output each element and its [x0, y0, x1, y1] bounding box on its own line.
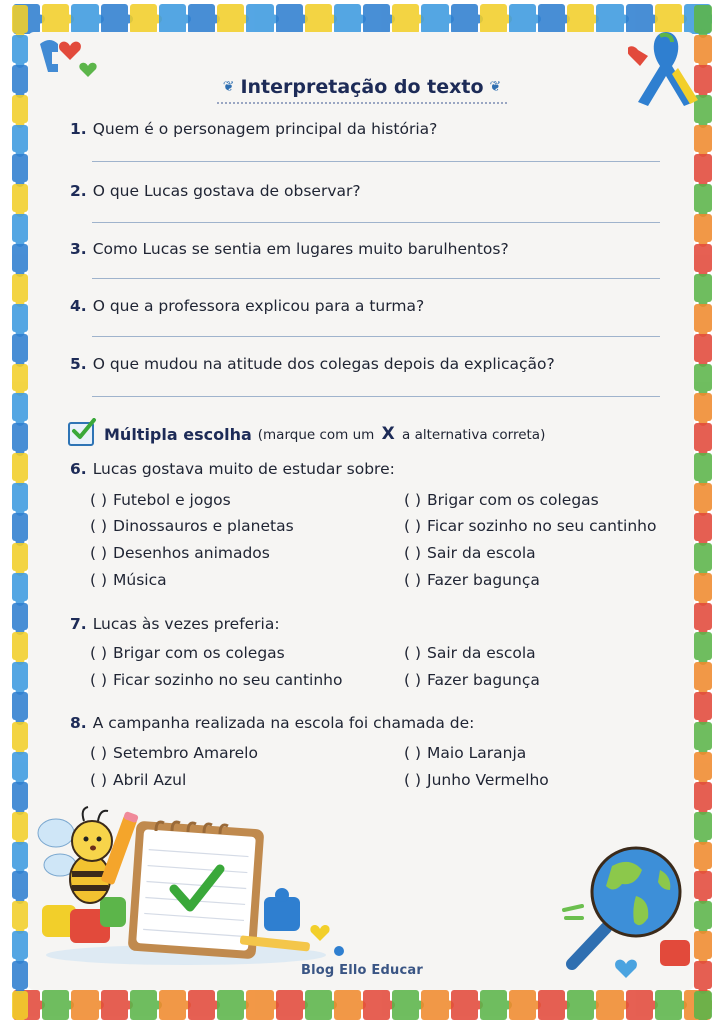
- question-5: [70, 355, 555, 373]
- puzzle-piece: [12, 722, 28, 750]
- answer-line-2[interactable]: [92, 222, 660, 223]
- puzzle-piece: [392, 4, 419, 34]
- puzzle-piece: [42, 990, 69, 1020]
- puzzle-piece: [694, 543, 712, 571]
- puzzle-piece: [12, 901, 28, 929]
- answer-blank[interactable]: ( ): [404, 571, 422, 589]
- puzzle-border-bottom: [12, 990, 712, 1020]
- puzzle-piece: [12, 931, 28, 959]
- question-number: 6.: [70, 460, 87, 478]
- multiple-choice-header: [68, 422, 545, 446]
- option-label: Brigar com os colegas: [427, 491, 599, 509]
- puzzle-piece: [694, 662, 712, 690]
- puzzle-piece: [694, 931, 712, 959]
- option-label: Sair da escola: [427, 544, 536, 562]
- answer-blank[interactable]: ( ): [404, 744, 422, 762]
- option-7-b[interactable]: [90, 671, 342, 689]
- puzzle-piece: [159, 4, 186, 34]
- puzzle-piece: [694, 513, 712, 541]
- puzzle-piece: [694, 364, 712, 392]
- option-label: Ficar sozinho no seu cantinho: [427, 517, 657, 535]
- puzzle-piece: [694, 304, 712, 332]
- puzzle-piece: [694, 154, 712, 182]
- option-label: Fazer bagunça: [427, 671, 540, 689]
- answer-blank[interactable]: ( ): [90, 671, 108, 689]
- puzzle-piece: [694, 782, 712, 810]
- answer-line-4[interactable]: [92, 336, 660, 337]
- question-4: [70, 297, 424, 315]
- option-6-a[interactable]: [90, 491, 231, 509]
- answer-blank[interactable]: ( ): [90, 491, 108, 509]
- puzzle-piece: [694, 423, 712, 451]
- puzzle-piece: [130, 4, 157, 34]
- question-number: 4.: [70, 297, 87, 315]
- puzzle-piece: [101, 990, 128, 1020]
- instruction-text: a alternativa correta): [402, 427, 546, 443]
- question-text: Quem é o personagem principal da história?: [92, 120, 438, 138]
- option-label: Abril Azul: [113, 771, 187, 789]
- puzzle-border-top: [12, 4, 712, 34]
- option-6-d[interactable]: [90, 571, 167, 589]
- puzzle-piece: [12, 364, 28, 392]
- puzzle-piece: [694, 901, 712, 929]
- question-text: Como Lucas se sentia em lugares muito barulhentos?: [92, 240, 509, 258]
- puzzle-piece: [538, 4, 565, 34]
- puzzle-piece: [12, 692, 28, 720]
- option-label: Música: [113, 571, 167, 589]
- puzzle-piece: [694, 483, 712, 511]
- option-label: Sair da escola: [427, 644, 536, 662]
- question-text: A campanha realizada na escola foi chamada de:: [92, 714, 475, 732]
- puzzle-piece: [276, 4, 303, 34]
- question-8: [70, 714, 474, 732]
- option-7-d[interactable]: [404, 671, 540, 689]
- option-6-b[interactable]: [90, 517, 294, 535]
- puzzle-piece: [480, 4, 507, 34]
- puzzle-piece: [480, 990, 507, 1020]
- answer-line-5[interactable]: [92, 396, 660, 397]
- puzzle-piece: [12, 244, 28, 272]
- answer-blank[interactable]: ( ): [404, 491, 422, 509]
- puzzle-piece: [217, 4, 244, 34]
- question-number: 2.: [70, 182, 87, 200]
- option-7-c[interactable]: [404, 644, 536, 662]
- puzzle-piece: [12, 662, 28, 690]
- answer-blank[interactable]: ( ): [404, 644, 422, 662]
- instruction-text: (marque com um: [257, 427, 375, 443]
- question-number: 3.: [70, 240, 87, 258]
- question-number: 7.: [70, 615, 87, 633]
- puzzle-piece: [363, 4, 390, 34]
- puzzle-piece: [392, 990, 419, 1020]
- question-number: 8.: [70, 714, 87, 732]
- puzzle-piece: [694, 842, 712, 870]
- option-label: Junho Vermelho: [427, 771, 549, 789]
- puzzle-piece: [71, 990, 98, 1020]
- puzzle-piece: [694, 214, 712, 242]
- puzzle-piece: [12, 513, 28, 541]
- puzzle-piece: [246, 990, 273, 1020]
- x-mark: X: [381, 424, 395, 444]
- answer-blank[interactable]: ( ): [90, 644, 108, 662]
- puzzle-piece: [276, 990, 303, 1020]
- puzzle-piece: [12, 752, 28, 780]
- puzzle-piece: [246, 4, 273, 34]
- section-title: Múltipla escolha: [104, 424, 252, 444]
- puzzle-piece: [363, 990, 390, 1020]
- puzzle-piece: [12, 812, 28, 840]
- puzzle-piece: [12, 603, 28, 631]
- puzzle-piece: [12, 632, 28, 660]
- option-6-c[interactable]: [90, 544, 270, 562]
- option-8-b[interactable]: [90, 771, 186, 789]
- puzzle-border-left: [12, 4, 28, 1020]
- question-7: [70, 615, 280, 633]
- puzzle-piece: [12, 842, 28, 870]
- answer-line-1[interactable]: [92, 161, 660, 162]
- puzzle-piece: [12, 991, 28, 1019]
- option-label: Futebol e jogos: [113, 491, 231, 509]
- puzzle-piece: [12, 5, 28, 33]
- puzzle-piece: [694, 632, 712, 660]
- puzzle-piece: [12, 453, 28, 481]
- puzzle-piece: [12, 483, 28, 511]
- puzzle-piece: [12, 214, 28, 242]
- puzzle-piece: [188, 990, 215, 1020]
- puzzle-piece: [694, 125, 712, 153]
- answer-blank[interactable]: ( ): [404, 517, 422, 535]
- puzzle-piece: [694, 274, 712, 302]
- question-2: [70, 182, 361, 200]
- question-number: 1.: [70, 120, 87, 138]
- question-text: O que Lucas gostava de observar?: [92, 182, 361, 200]
- question-text: O que a professora explicou para a turma?: [92, 297, 425, 315]
- page-title-text: Interpretação do texto: [240, 76, 484, 98]
- option-8-d[interactable]: [404, 771, 549, 789]
- puzzle-piece: [694, 334, 712, 362]
- leaf-icon: ❦: [489, 79, 502, 95]
- puzzle-piece: [694, 722, 712, 750]
- puzzle-piece: [12, 184, 28, 212]
- puzzle-piece: [12, 334, 28, 362]
- puzzle-piece: [596, 4, 623, 34]
- option-label: Fazer bagunça: [427, 571, 540, 589]
- puzzle-piece: [451, 4, 478, 34]
- puzzle-piece: [12, 871, 28, 899]
- option-label: Brigar com os colegas: [113, 644, 285, 662]
- answer-blank[interactable]: ( ): [90, 544, 108, 562]
- option-label: Dinossauros e planetas: [113, 517, 294, 535]
- puzzle-piece: [694, 812, 712, 840]
- puzzle-piece: [334, 4, 361, 34]
- puzzle-piece: [421, 990, 448, 1020]
- globe-magnifier-icon: [556, 840, 696, 980]
- puzzle-piece: [12, 782, 28, 810]
- puzzle-piece: [305, 4, 332, 34]
- puzzle-piece: [694, 184, 712, 212]
- section-instructions: [258, 424, 546, 444]
- puzzle-piece: [451, 990, 478, 1020]
- puzzle-piece: [538, 990, 565, 1020]
- answer-line-3[interactable]: [92, 278, 660, 279]
- puzzle-piece: [159, 990, 186, 1020]
- question-number: 5.: [70, 355, 87, 373]
- answer-blank[interactable]: ( ): [90, 571, 108, 589]
- question-1: [70, 120, 437, 138]
- puzzle-piece: [12, 543, 28, 571]
- bee-with-pencil-notepad-check-icon: [36, 805, 346, 965]
- puzzle-piece: [694, 393, 712, 421]
- option-label: Maio Laranja: [427, 744, 527, 762]
- answer-blank[interactable]: ( ): [90, 517, 108, 535]
- puzzle-piece: [694, 453, 712, 481]
- puzzle-piece: [421, 4, 448, 34]
- puzzle-piece: [694, 244, 712, 272]
- option-6-h[interactable]: [404, 571, 540, 589]
- answer-blank[interactable]: ( ): [404, 771, 422, 789]
- puzzle-piece: [694, 871, 712, 899]
- puzzle-piece: [305, 990, 332, 1020]
- option-6-e[interactable]: [404, 491, 599, 509]
- puzzle-piece: [217, 990, 244, 1020]
- question-text: Lucas gostava muito de estudar sobre:: [92, 460, 395, 478]
- puzzle-piece: [694, 752, 712, 780]
- answer-blank[interactable]: ( ): [404, 544, 422, 562]
- question-3: [70, 240, 509, 258]
- question-text: O que mudou na atitude dos colegas depois da explicação?: [92, 355, 555, 373]
- option-6-f[interactable]: [404, 517, 656, 535]
- option-label: Setembro Amarelo: [113, 744, 258, 762]
- page-header: [0, 76, 724, 104]
- puzzle-piece: [188, 4, 215, 34]
- puzzle-piece: [509, 990, 536, 1020]
- puzzle-piece: [12, 274, 28, 302]
- puzzle-piece: [12, 423, 28, 451]
- puzzle-piece: [12, 393, 28, 421]
- puzzle-piece: [655, 990, 682, 1020]
- puzzle-piece: [334, 990, 361, 1020]
- option-8-c[interactable]: [404, 744, 526, 762]
- answer-blank[interactable]: ( ): [90, 744, 108, 762]
- footer-brand: Blog Ello Educar: [301, 963, 423, 978]
- puzzle-piece: [101, 4, 128, 34]
- puzzle-piece: [626, 990, 653, 1020]
- page-title: [217, 76, 508, 104]
- answer-blank[interactable]: ( ): [90, 771, 108, 789]
- question-6: [70, 460, 395, 478]
- puzzle-piece: [694, 991, 712, 1019]
- puzzle-border-right: [694, 4, 712, 1020]
- puzzle-piece: [12, 304, 28, 332]
- checkbox-checked-icon: [68, 422, 94, 446]
- answer-blank[interactable]: ( ): [404, 671, 422, 689]
- option-8-a[interactable]: [90, 744, 258, 762]
- puzzle-piece: [694, 603, 712, 631]
- question-text: Lucas às vezes preferia:: [92, 615, 280, 633]
- puzzle-piece: [130, 990, 157, 1020]
- puzzle-piece: [12, 573, 28, 601]
- leaf-icon: ❦: [222, 79, 235, 95]
- option-6-g[interactable]: [404, 544, 536, 562]
- puzzle-piece: [567, 4, 594, 34]
- puzzle-piece: [694, 573, 712, 601]
- puzzle-piece: [509, 4, 536, 34]
- puzzle-piece: [12, 35, 28, 63]
- puzzle-piece: [12, 154, 28, 182]
- puzzle-piece: [567, 990, 594, 1020]
- option-label: Desenhos animados: [113, 544, 270, 562]
- puzzle-piece: [596, 990, 623, 1020]
- puzzle-piece: [694, 692, 712, 720]
- option-7-a[interactable]: [90, 644, 285, 662]
- option-label: Ficar sozinho no seu cantinho: [113, 671, 343, 689]
- puzzle-piece: [12, 125, 28, 153]
